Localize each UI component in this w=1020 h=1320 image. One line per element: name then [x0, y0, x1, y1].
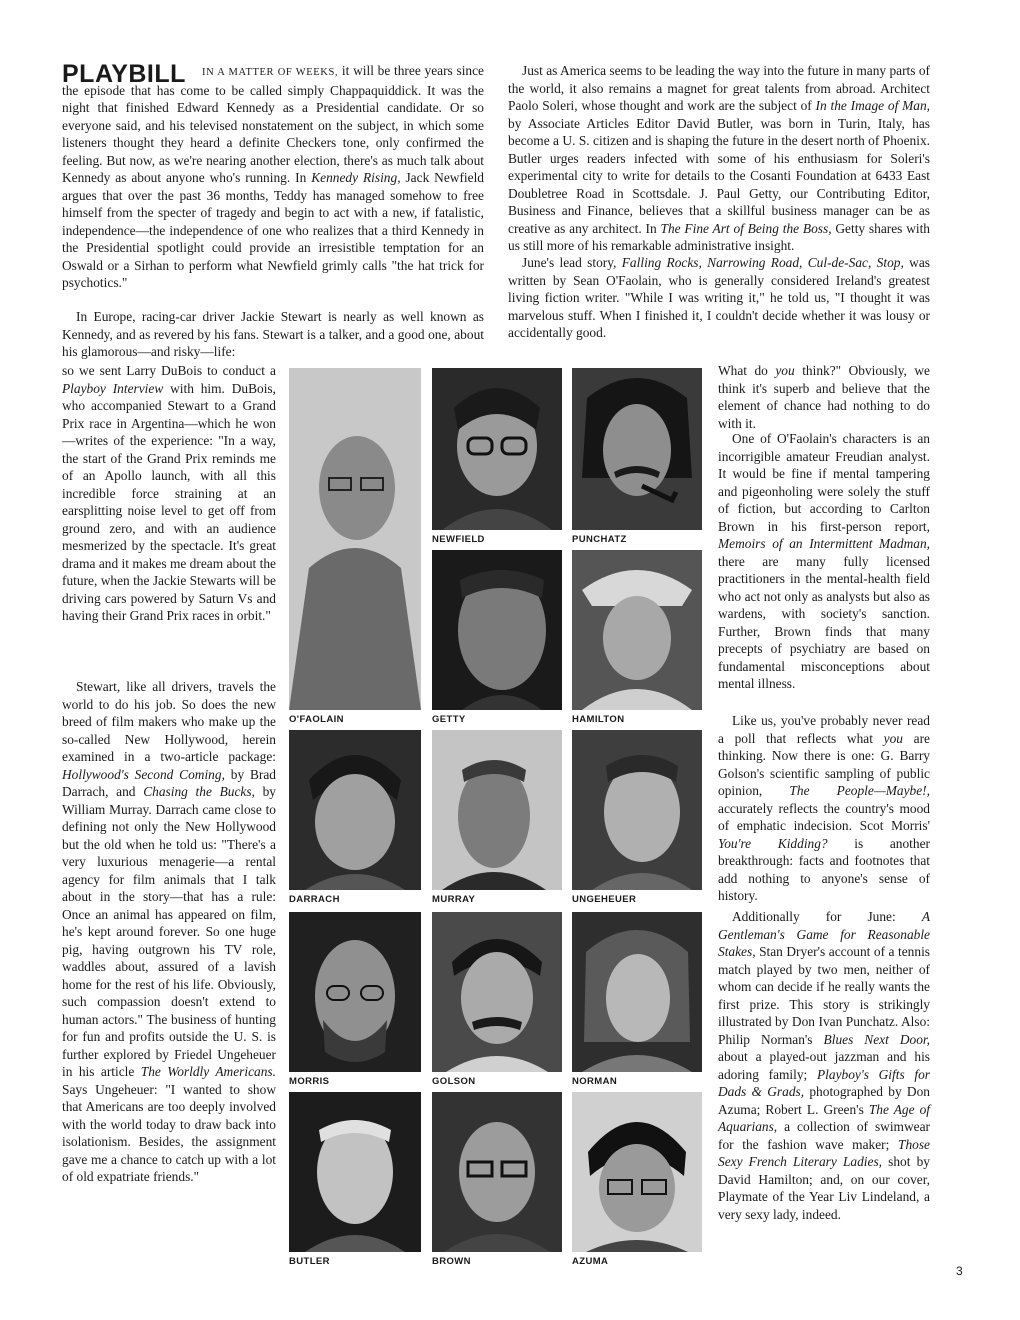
- paragraph-text: shot by David Hamilton; and, on our cover, Playmate of the Year Liv Lindeland, a very sexy lady, indeed.: [718, 1154, 930, 1222]
- photo-caption-butler: BUTLER: [289, 1256, 330, 1267]
- portrait-photo-butler: [289, 1092, 421, 1252]
- article-title-gifts: Playboy's Gifts for Dads & Grads,: [718, 1066, 930, 1099]
- paragraph-text: think?" Obviously, we think it's superb and believe that the element of chance had nothing to do with it.: [718, 363, 930, 431]
- photo-caption-murray: MURRAY: [432, 894, 476, 905]
- photo-caption-golson: GOLSON: [432, 1076, 476, 1087]
- hollywood-paragraph: [62, 678, 276, 1186]
- interview-paragraph: [62, 362, 276, 625]
- article-title-interview: Playboy Interview: [62, 380, 164, 396]
- paragraph-text: photographed by Don Azuma; Robert L. Green's: [718, 1084, 930, 1117]
- paragraph-text: accurately reflects the country's mood of emphatic indecision. Scot Morris': [718, 800, 930, 833]
- article-title-french-ladies: Those Sexy French Literary Ladies,: [718, 1136, 930, 1169]
- article-title-image-of-man: In the Image of Man,: [815, 98, 930, 113]
- article-title-hollywood: Hollywood's Second Coming,: [62, 766, 225, 782]
- paragraph-text: Like us, you've probably never read a poll that reflects what: [718, 713, 930, 746]
- portrait-photo-morris: [289, 912, 421, 1072]
- page-number: 3: [956, 1264, 963, 1278]
- paragraph-text: Says Ungeheuer: "I wanted to show that Americans are too deeply involved with the world today to draw back into isolationism. Besides, the assignment gave me a chance to catch up with a lot of old expatriate friends.": [62, 1081, 276, 1184]
- paragraph-text: by Associate Articles Editor David Butler, was born in Turin, Italy, has become a U. S. citizen and is shaping the future in the desert north of Phoenix. Butler urges readers infected with some of his enthusiasm for Soleri's experimental city to write for details to the Cosanti Foundation at 6433 East Doubletree Road in Scottsdale. J. Paul Getty, our Contributing Editor, Business and Finance, believes that a skillful business manager can be as creative as any architect. In: [508, 115, 930, 236]
- article-title-gentlemans-game: A Gentleman's Game for Reasonable Stakes,: [718, 909, 930, 959]
- article-title-aquarians: The Age of Aquarians,: [718, 1101, 930, 1134]
- paragraph-text: there are many fully licensed practitioners in the mental-health field who act not only as analysts but also as wardens, with society's sanction. Further, Brown finds that many precepts of psychiatry are based on fundamental misconceptions about mental illness.: [718, 553, 930, 691]
- paragraph-text: with him. DuBois, who accompanied Stewart to a Grand Prix race in Argentina—which he won—writes of the experience: "In a way, the start of the Grand Prix reminds me of an Apollo launch, with all this incredible force straining at an earsplitting noise level to get off from ground zero, and with an audience mesmerized by the spectacle. It's great drama and it makes me dream about the future, when the Jackie Stewarts will be driving cars powered by Saturn Vs and having their Grand Prix races in orbit.": [62, 380, 276, 623]
- paragraph-text: Stan Dryer's account of a tennis match played by two men, neither of whom can decide if he really wants the first prize. This story is strikingly illustrated by Don Ivan Punchatz. Also: Philip Norman's: [718, 944, 930, 1047]
- portrait-photo-ofaolain: [289, 368, 421, 710]
- portrait-photo-newfield: [432, 368, 562, 530]
- paragraph-text: so we sent Larry DuBois to conduct a: [62, 363, 276, 378]
- article-title-boss: The Fine Art of Being the Boss,: [660, 220, 832, 236]
- photo-caption-ungeheuer: UNGEHEUER: [572, 894, 637, 905]
- photo-caption-getty: GETTY: [432, 714, 466, 725]
- paragraph-text: about a played-out jazzman and his adoring family;: [718, 1049, 930, 1082]
- lead-in-caps: IN A MATTER OF WEEKS,: [202, 67, 339, 78]
- paragraph-text: a collection of swimwear for the fashion wave maker;: [718, 1119, 930, 1152]
- portrait-photo-murray: [432, 730, 562, 890]
- paragraph-text: are thinking. Now there is one: G. Barry Golson's scientific sampling of public opinion,: [718, 730, 930, 798]
- paragraph-text: by William Murray. Darrach came close to defining not only the New Hollywood but the old when he told us: "There's a very luxurious menagerie—a rental agency for film animals that I talk about in the story—that has a rule: Once an animal has appeared on film, he's kept around forever. So one huge pig, having outgrown his TV role, waddles about, assured of a lavish home for the rest of his life. Obviously, such compassion doesn't extend to human actors." The business of hunting for fun and profits outside the U. S. is further explored by Friedel Ungeheuer in his article: [62, 784, 276, 1079]
- photo-caption-hamilton: HAMILTON: [572, 714, 625, 725]
- portrait-photo-norman: [572, 912, 702, 1072]
- photo-caption-darrach: DARRACH: [289, 894, 340, 905]
- soleri-paragraph: [508, 62, 930, 255]
- poll-paragraph: [718, 712, 930, 905]
- article-title-blues: Blues Next Door,: [823, 1031, 931, 1047]
- photo-caption-brown: BROWN: [432, 1256, 471, 1267]
- paragraph-text: What do: [718, 363, 776, 378]
- paragraph-text: is another breakthrough: facts and footnotes that add nothing to anyone's sense of history.: [718, 835, 930, 903]
- page-title: PLAYBILL: [62, 60, 186, 88]
- portrait-photo-punchatz: [572, 368, 702, 530]
- lead-in-text: it will be three years since the episode that has come to be called simply Chappaquiddick. It was the night that finished Edward Kennedy as a Presidential candidate. Or so everyone said, and his televised nonstatement on the subject, in which some listeners thought they heard a definite Checkers tone, only confirmed the feeling. But now, as we're nearing another election, there's as much talk about Kennedy as about anyone who's running. In: [62, 63, 485, 185]
- portrait-photo-brown: [432, 1092, 562, 1252]
- portrait-photo-darrach: [289, 730, 421, 890]
- article-title-falling-rocks: Falling Rocks, Narrowing Road, Cul-de-Sac, Stop,: [621, 255, 904, 270]
- article-title-bucks: Chasing the Bucks,: [143, 784, 255, 799]
- paragraph-text: Just as America seems to be leading the way into the future in many parts of the world, it also remains a magnet for great talents from abroad. Architect Paolo Soleri, whose thought and work are the subject of: [508, 63, 930, 113]
- portrait-photo-ungeheuer: [572, 730, 702, 890]
- paragraph-text: Additionally for June:: [732, 909, 922, 924]
- article-title-kennedy: Kennedy Rising,: [311, 170, 401, 185]
- paragraph-text: Stewart, like all drivers, travels the world to do his job. So does the new breed of film makers who make up the so-called New Hollywood, herein examined in a two-article package:: [62, 679, 276, 764]
- paragraph-text: Getty shares with us still more of his remarkable administrative insight.: [508, 220, 931, 253]
- photo-caption-azuma: AZUMA: [572, 1256, 609, 1267]
- emphasis-text: you: [883, 730, 903, 746]
- paragraph-text: June's lead story,: [522, 255, 622, 270]
- paragraph-text: One of O'Faolain's characters is an incorrigible amateur Freudian analyst. It would be fine if mental tampering and pigeonholing were solely the stuff of fiction, but according to Carlton Brown in his first-person report,: [718, 431, 930, 534]
- additionally-paragraph: [718, 908, 930, 1223]
- portrait-photo-hamilton: [572, 550, 702, 710]
- paragraph-text: by Brad Darrach, and: [62, 766, 276, 799]
- paragraph-text: In Europe, racing-car driver Jackie Stewart is nearly as well known as Kennedy, and as revered by his fans. Stewart is a talker, and a good one, about his glamorous—and risky—life:: [62, 309, 484, 359]
- paragraph-text: Jack Newfield argues that over the past 36 months, Teddy has managed somehow to free himself from the specter of tragedy and begin to act with a new, if fatalistic, independence—the independence of one who realizes that a third Kennedy in the Presidential spotlight could provide an irresistible temptation for an Oswald or a Sirhan to perform what Newfield grimly calls "the hat trick for psychotics.": [62, 170, 485, 290]
- article-title-worldly: The Worldly Americans.: [140, 1064, 276, 1079]
- photo-caption-ofaolain: O'FAOLAIN: [289, 714, 344, 725]
- portrait-photo-azuma: [572, 1092, 702, 1252]
- photo-caption-newfield: NEWFIELD: [432, 534, 485, 545]
- madman-paragraph: [718, 430, 930, 693]
- photo-caption-punchatz: PUNCHATZ: [572, 534, 627, 545]
- intro-paragraph: [62, 62, 484, 292]
- article-title-memoirs: Memoirs of an Intermittent Madman,: [718, 536, 930, 551]
- chance-paragraph: [718, 362, 930, 432]
- portrait-photo-getty: [432, 550, 562, 710]
- emphasis-text: you: [775, 363, 795, 378]
- portrait-photo-golson: [432, 912, 562, 1072]
- photo-caption-norman: NORMAN: [572, 1076, 618, 1087]
- photo-caption-morris: MORRIS: [289, 1076, 330, 1087]
- article-title-people-maybe: The People—Maybe!,: [789, 783, 930, 798]
- article-title-kidding: You're Kidding?: [718, 835, 828, 851]
- paragraph-text: was written by Sean O'Faolain, who is generally considered Ireland's greatest living fiction writer. "While I was writing it," he told us, "I thought it was marvelous stuff. When I finished it, I couldn't decide whether it was lousy or accidentally good.: [508, 255, 930, 340]
- ofaolain-paragraph: [508, 254, 930, 342]
- stewart-paragraph: [62, 308, 484, 361]
